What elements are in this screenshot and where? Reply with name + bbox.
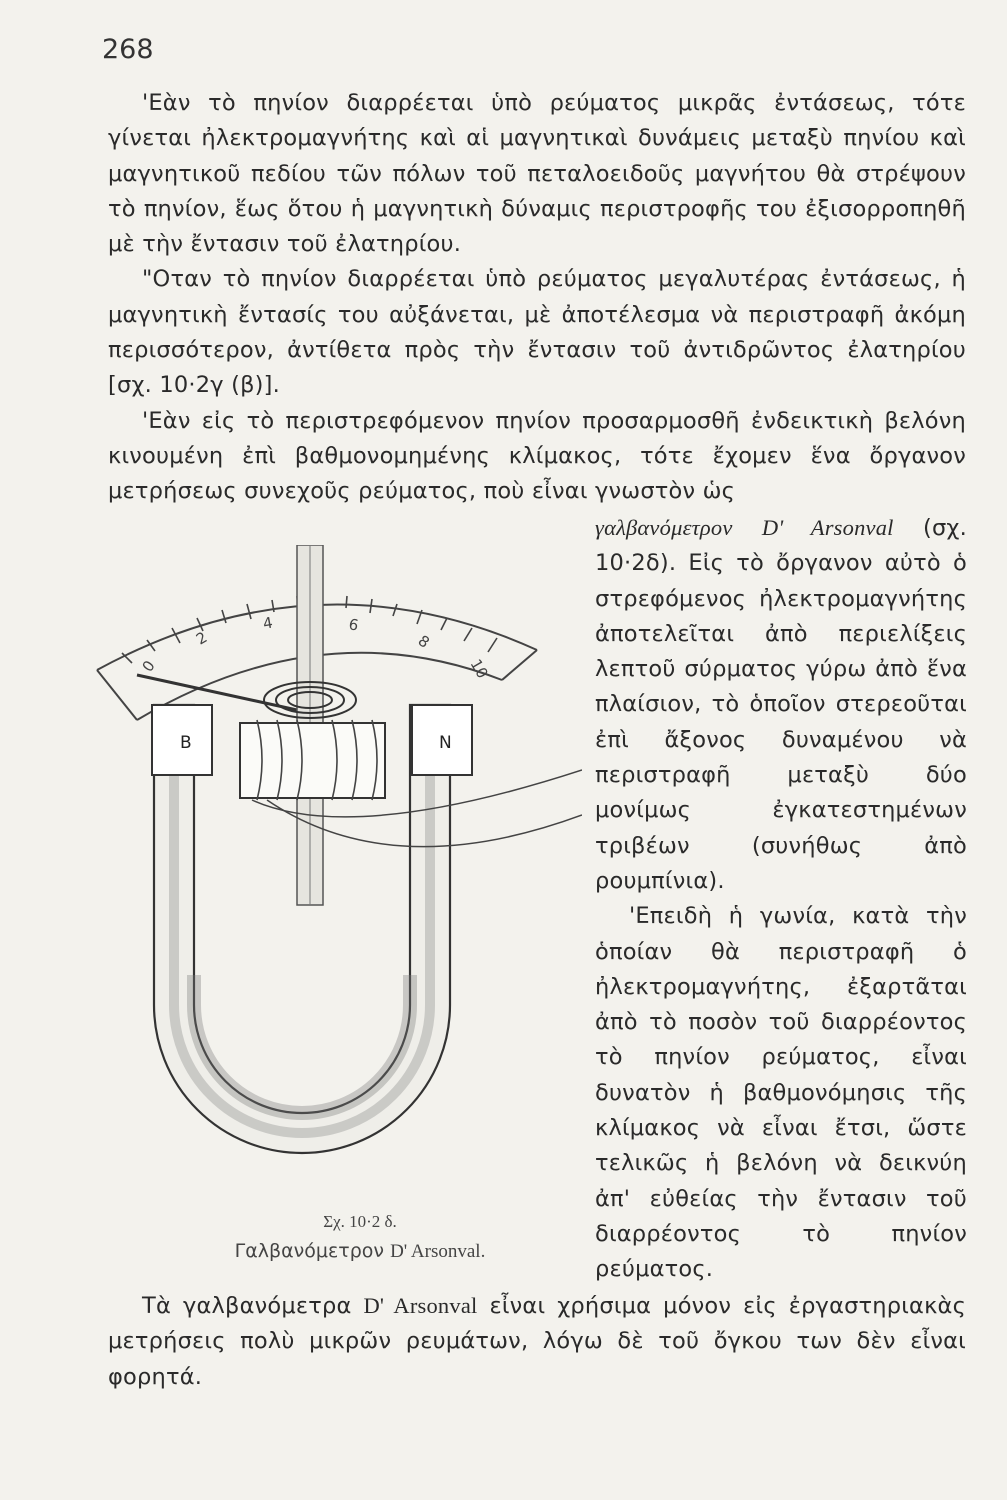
figure-caption-title <box>150 1240 570 1263</box>
paragraph-5 <box>108 1288 966 1395</box>
darsonval-term: D' Arsonval <box>761 515 894 540</box>
scale-label-0: 0 <box>138 657 159 676</box>
darsonval-name: D' Arsonval <box>363 1293 478 1318</box>
galvanometer-figure <box>92 545 582 1225</box>
pole-label-n: N <box>439 733 452 753</box>
caption-title-latin: D' Arsonval. <box>390 1241 486 1262</box>
scale-label-8: 8 <box>414 631 433 652</box>
paragraph-3: 'Εὰν εἰς τὸ περιστρεφόμενον πηνίον προσαρμοσθῆ ἐνδεικτικὴ βελόνη κινουμένη ἐπὶ βαθμονομημένης κλίμακος, τότε ἔχομεν ἕνα ὄργανον μετρήσεως συνεχοῦς ρεύματος, ποὺ εἶναι γνωστὸν ὡς <box>108 407 966 505</box>
paragraph-3-rest: Εἰς τὸ ὄργανον αὐτὸ ὁ στρεφόμενος ἠλεκτρομαγνήτης ἀποτελεῖται ἀπὸ περιελίξεις λεπτοῦ σύρματος γύρω ἀπὸ ἕνα πλαίσιον, τὸ ὁποῖον στερεοῦται ἐπὶ ἄξονος δυναμένου νὰ περιστραφῆ μεταξὺ δύο μονίμως ἐγκατεστημένων τριβέων (συνήθως ἀπὸ ρουμπίνια). <box>595 550 967 894</box>
figure-caption-number: Σχ. 10·2 δ. <box>323 1212 397 1231</box>
scale-label-2: 2 <box>193 628 211 649</box>
pole-label-b: B <box>180 733 192 753</box>
paragraph-5-rest: εἶναι χρήσιμα μόνον εἰς ἐργαστηριακὰς μετρήσεις πολὺ μικρῶν ρευμάτων, λόγω δὲ τοῦ ὄγκου των δὲν εἶναι φορητά. <box>108 1293 966 1390</box>
figure-reference: (σχ. 10·2δ). <box>595 515 967 577</box>
paragraph-4: 'Επειδὴ ἡ γωνία, κατὰ τὴν ὁποίαν θὰ περιστραφῆ ὁ ἠλεκτρομαγνήτης, ἐξαρτᾶται ἀπὸ τὸ ποσὸν τοῦ διαρρέοντος τὸ πηνίον ρεύματος, εἶναι δυνατὸν ἡ βαθμονόμησις τῆς κλίμακος νὰ εἶναι ἔτσι, ὥστε τελικῶς ἡ βελόνη νὰ δεικνύη ἀπ' εὐθείας τὴν ἔντασιν τοῦ διαρρέοντος τὸ πηνίον ρεύματος. <box>595 903 967 1283</box>
scale-label-10: 10 <box>466 656 492 682</box>
paragraph-2: "Οταν τὸ πηνίον διαρρέεται ὑπὸ ρεύματος μεγαλυτέρας ἐντάσεως, ἡ μαγνητικὴ ἔντασίς του αὐξάνεται, μὲ ἀποτέλεσμα νὰ περιστραφῆ ἀκόμη περισσότερον, ἀντίθετα πρὸς τὴν ἔντασιν τοῦ ἀντιδρῶντος ἐλατηρίου [σχ. 10·2γ (β)]. <box>108 266 966 399</box>
paragraph-3-continued <box>595 510 967 899</box>
scale-label-4: 4 <box>261 613 275 633</box>
page-number: 268 <box>102 34 154 65</box>
paragraph-5-start: Τὰ γαλβανόμετρα <box>142 1293 352 1319</box>
scale-label-6: 6 <box>347 615 360 635</box>
body-text-right-column <box>595 510 967 1288</box>
caption-title-greek: Γαλβανόμετρον <box>234 1240 385 1262</box>
body-text-top <box>108 86 966 510</box>
body-text-bottom <box>108 1288 966 1395</box>
paragraph-1: 'Εὰν τὸ πηνίον διαρρέεται ὑπὸ ρεύματος μικρᾶς ἐντάσεως, τότε γίνεται ἠλεκτρομαγνήτης καὶ αἱ μαγνητικαὶ δυνάμεις μεταξὺ πηνίου καὶ μαγνητικοῦ πεδίου τῶν πόλων τοῦ πεταλοειδοῦς μαγνήτου θὰ στρέψουν τὸ πηνίον, ἕως ὅτου ἡ μαγνητικὴ δύναμις περιστροφῆς του ἐξισορροπηθῆ μὲ τὴν ἔντασιν τοῦ ἐλατηρίου. <box>108 90 966 258</box>
galvanometer-term: γαλβανόμετρον <box>595 515 733 540</box>
